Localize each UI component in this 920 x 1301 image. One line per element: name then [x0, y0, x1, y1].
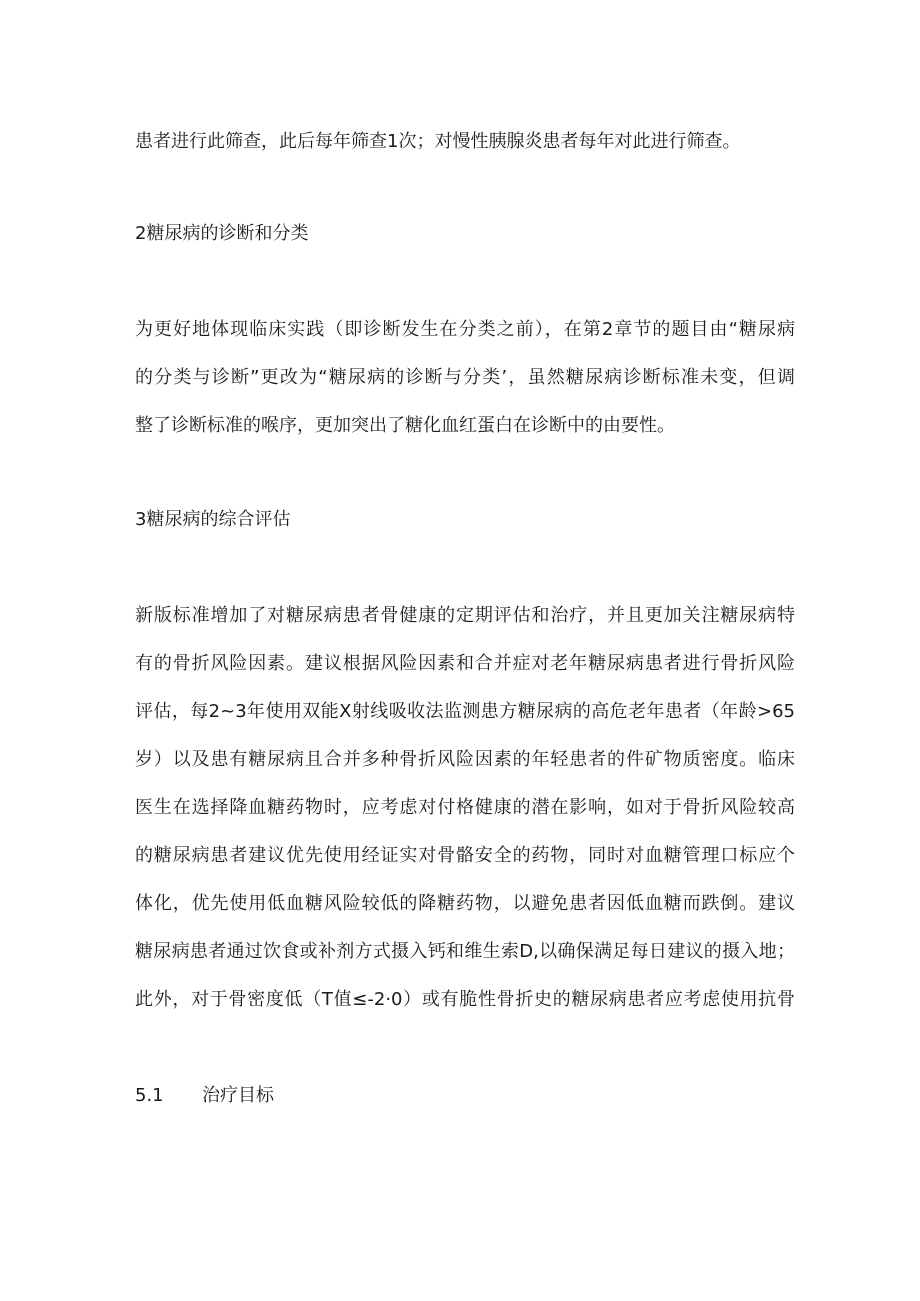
section-2-paragraph-line: 为更好地体现临床实践（即诊断发生在分类之前），在第2章节的题目由“糖尿病 [135, 319, 795, 340]
section-3-paragraph-line: 医生在选择降血糖药物时，应考虑对付格健康的潜在影响，如对于骨折风险较高 [135, 797, 795, 818]
intro-line: 患者进行此筛查，此后每年筛查1次；对慢性胰腺炎患者每年对此进行筛查。 [135, 131, 741, 152]
section-3-heading: 3糖尿病的综合评估 [135, 509, 291, 530]
section-3-paragraph-line: 有的骨折风险因素。建议根据风险因素和合并症对老年糖尿病患者进行骨折风险 [135, 653, 795, 674]
section-3-paragraph-line: 新版标准增加了对糖尿病患者骨健康的定期评估和治疗，并且更加关注糖尿病特 [135, 605, 795, 626]
section-2-heading: 2糖尿病的诊断和分类 [135, 223, 309, 244]
section-3-paragraph-line: 糖尿病患者通过饮食或补剂方式摄入钙和维生索D,以确保满足每日建议的摄入地； [135, 941, 795, 962]
section-3-paragraph-line: 评估，每2~3年使用双能X射线吸收法监测患方糖尿病的高危老年患者（年龄>65 [135, 701, 795, 722]
section-3-paragraph-line: 体化，优先使用低血糖风险较低的降糖药物，以避免患者因低血糖而跌倒。建议 [135, 893, 795, 914]
section-3-paragraph-line: 岁）以及患有糖尿病且合并多种骨折风险因素的年轻患者的件矿物质密度。临床 [135, 749, 795, 770]
section-5-1-number: 5.1 [135, 1085, 164, 1106]
section-3-paragraph-line: 此外，对于骨密度低（T值≤-2·0）或有脆性骨折史的糖尿病患者应考虑使用抗骨 [135, 989, 795, 1010]
section-3-paragraph-line: 的糖尿病患者建议优先使用经证实对骨骼安全的药物，同时对血糖管理口标应个 [135, 845, 795, 866]
section-2-paragraph-line: 整了诊断标准的喉序，更加突出了糖化血红蛋白在诊断中的由要性。 [135, 415, 675, 436]
section-2-paragraph-line: 的分类与诊断”更改为“糖尿病的诊断与分类’，虽然糖尿病诊断标准未变，但调 [135, 367, 795, 388]
section-5-1-title: 治疗目标 [202, 1085, 274, 1106]
